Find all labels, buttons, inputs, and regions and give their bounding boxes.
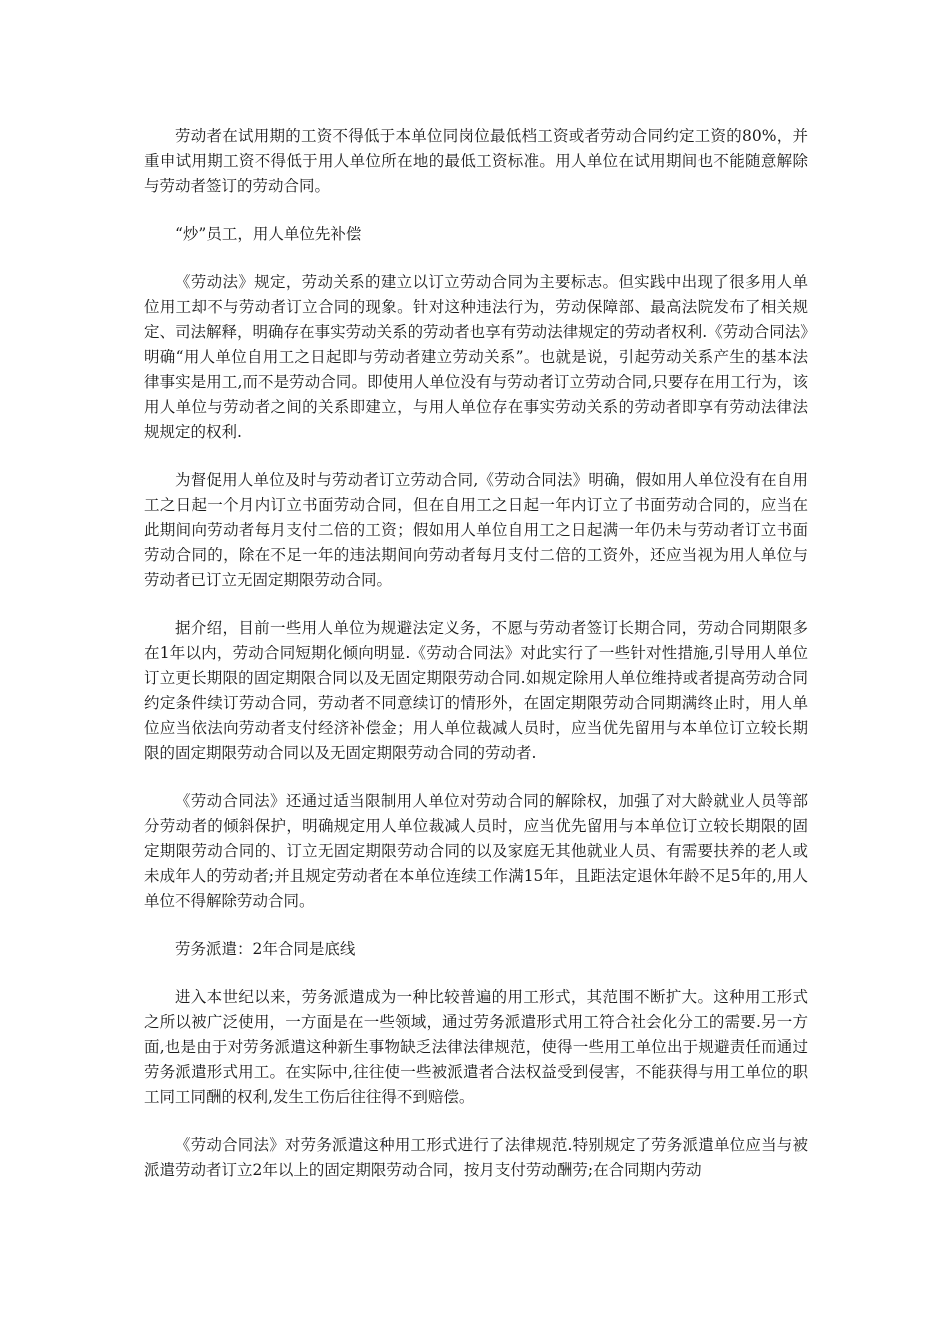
paragraph-dispatch-intro: 进入本世纪以来，劳务派遣成为一种比较普遍的用工形式，其范围不断扩大。这种用工形式之所以被广泛使用，一方面是在一些领域，通过劳务派遣形式用工符合社会化分工的需要.另一方面,也是由于对劳务派遣这种新生事物缺乏法律法律规范，使得一些用工单位出于规避责任而通过劳务派遣形式用工。在实际中,往往使一些被派遣者合法权益受到侵害，不能获得与用工单位的职工同工同酬的权利,发生工伤后往往得不到赔偿。 bbox=[144, 988, 808, 1106]
section-heading-dismissal: “炒”员工，用人单位先补偿 bbox=[175, 225, 362, 243]
section-heading-dispatch: 劳务派遣：2年合同是底线 bbox=[175, 940, 356, 958]
document-body bbox=[144, 124, 808, 1183]
paragraph-labor-relation: 《劳动法》规定，劳动关系的建立以订立劳动合同为主要标志。但实践中出现了很多用人单位用工却不与劳动者订立合同的现象。针对这种违法行为，劳动保障部、最高法院发布了相关规定、司法解释，明确存在事实劳动关系的劳动者也享有劳动法律规定的劳动者权利.《劳动合同法》明确“用人单位自用工之日起即与劳动者建立劳动关系”。也就是说，引起劳动关系产生的基本法律事实是用工,而不是劳动合同。即使用人单位没有与劳动者订立劳动合同,只要存在用工行为，该用人单位与劳动者之间的关系即建立，与用人单位存在事实劳动关系的劳动者即享有劳动法律法规规定的权利. bbox=[144, 273, 808, 441]
paragraph-gap bbox=[144, 914, 808, 937]
paragraph-termination-rights: 《劳动合同法》还通过适当限制用人单位对劳动合同的解除权，加强了对大龄就业人员等部分劳动者的倾斜保护，明确规定用人单位裁减人员时，应当优先留用与本单位订立较长期限的固定期限劳动合同的、订立无固定期限劳动合同的以及家庭无其他就业人员、有需要扶养的老人或未成年人的劳动者;并且规定劳动者在本单位连续工作满15年，且距法定退休年龄不足5年的,用人单位不得解除劳动合同。 bbox=[144, 792, 808, 910]
paragraph-gap bbox=[144, 1110, 808, 1133]
paragraph-probation-wage: 劳动者在试用期的工资不得低于本单位同岗位最低档工资或者劳动合同约定工资的80%，并重申试用期工资不得低于用人单位所在地的最低工资标准。用人单位在试用期间也不能随意解除与劳动者签订的劳动合同。 bbox=[144, 127, 808, 195]
paragraph-gap bbox=[144, 445, 808, 468]
paragraph-gap bbox=[144, 247, 808, 270]
paragraph-written-contract: 为督促用人单位及时与劳动者订立劳动合同,《劳动合同法》明确，假如用人单位没有在自用工之日起一个月内订立书面劳动合同，但在自用工之日起一年内订立了书面劳动合同的，应当在此期间向劳动者每月支付二倍的工资；假如用人单位自用工之日起满一年仍未与劳动者订立书面劳动合同的，除在不足一年的违法期间向劳动者每月支付二倍的工资外，还应当视为用人单位与劳动者已订立无固定期限劳动合同。 bbox=[144, 471, 808, 589]
paragraph-contract-term: 据介绍，目前一些用人单位为规避法定义务，不愿与劳动者签订长期合同，劳动合同期限多在1年以内，劳动合同短期化倾向明显.《劳动合同法》对此实行了一些针对性措施,引导用人单位订立更长期限的固定期限合同以及无固定期限劳动合同.如规定除用人单位维持或者提高劳动合同约定条件续订劳动合同，劳动者不同意续订的情形外，在固定期限劳动合同期满终止时，用人单位应当依法向劳动者支付经济补偿金；用人单位裁减人员时，应当优先留用与本单位订立较长期限的固定期限劳动合同以及无固定期限劳动合同的劳动者. bbox=[144, 619, 808, 762]
paragraph-dispatch-regulation: 《劳动合同法》对劳务派遣这种用工形式进行了法律规范.特别规定了劳务派遣单位应当与被派遣劳动者订立2年以上的固定期限劳动合同，按月支付劳动酬劳;在合同期内劳动 bbox=[144, 1136, 808, 1179]
paragraph-gap bbox=[144, 766, 808, 789]
paragraph-gap bbox=[144, 593, 808, 616]
paragraph-gap bbox=[144, 199, 808, 222]
paragraph-gap bbox=[144, 962, 808, 985]
